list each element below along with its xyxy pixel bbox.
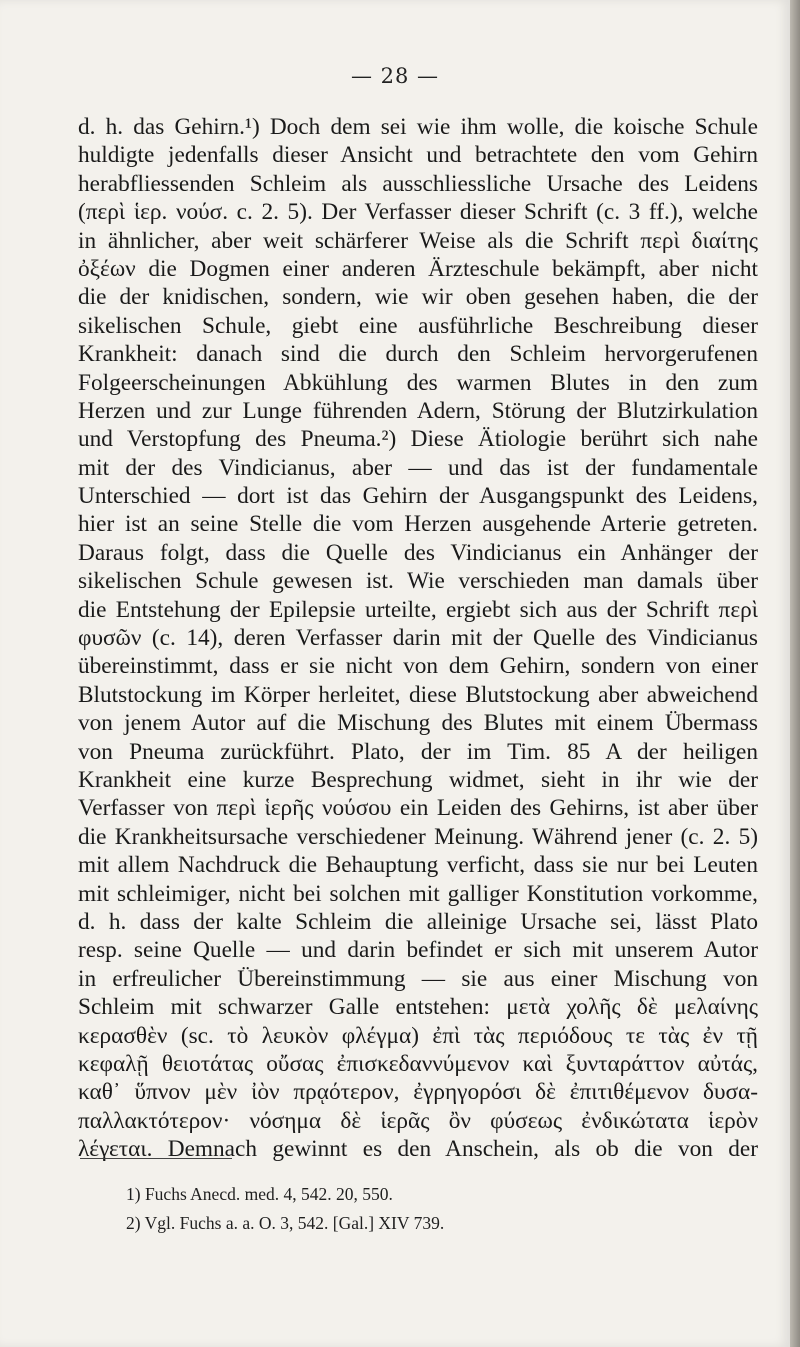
text-line: huldigte jedenfalls dieser Ansicht und betrachtete den vom Gehirn (78, 142, 758, 169)
text-line: übereinstimmt, dass er sie nicht von dem Gehirn, sondern von einer (78, 653, 758, 680)
text-line: die der knidischen, sondern, wie wir oben gesehen haben, die der (78, 284, 758, 311)
text-line: καθ᾿ ὕπνον μὲν ἰὸν πρᾳότερον, ἐγρηγορόσι δὲ ἐπιτιθέμενον δυσα- (78, 1079, 758, 1106)
text-line: κεφαλῇ θειοτάτας οὔσας ἐπισκεδαννύμενον καὶ ξυνταράττον αὐτάς, (78, 1050, 758, 1077)
page-number: — 28 — (350, 64, 440, 88)
text-line: Verfasser von περὶ ἱερῆς νούσου ein Leiden des Gehirns, ist aber über (78, 795, 758, 822)
text-line: mit der des Vindicianus, aber — und das ist der fundamentale (78, 454, 758, 481)
text-line: die Krankheitsursache verschiedener Meinung. Während jener (c. 2. 5) (78, 823, 758, 850)
footnote: 1) Fuchs Anecd. med. 4, 542. 20, 550. (126, 1184, 393, 1204)
text-line: herabfliessenden Schleim als ausschliessliche Ursache des Leidens (78, 170, 758, 197)
text-line: in erfreulicher Übereinstimmung — sie aus einer Mischung von (78, 965, 758, 992)
text-line: Folgeerscheinungen Abkühlung des warmen Blutes in den zum (78, 369, 758, 396)
text-line: Herzen und zur Lunge führenden Adern, Störung der Blutzirkulation (78, 397, 758, 424)
text-line: sikelischen Schule gewesen ist. Wie verschieden man damals über (78, 568, 758, 595)
footnotes (126, 1180, 444, 1238)
footnote-divider (80, 1158, 232, 1159)
text-line: d. h. das Gehirn.¹) Doch dem sei wie ihm wolle, die koische Schule (78, 114, 758, 140)
text-line: φυσῶν (c. 14), deren Verfasser darin mit der Quelle des Vindicianus (78, 625, 758, 652)
text-line: von Pneuma zurückführt. Plato, der im Tim. 85 A der heiligen (78, 738, 758, 765)
text-line: (περὶ ἱερ. νούσ. c. 2. 5). Der Verfasser dieser Schrift (c. 3 ff.), welche (78, 199, 758, 226)
text-line: κερασθὲν (sc. τὸ λευκὸν φλέγμα) ἐπὶ τὰς περιόδους τε τὰς ἐν τῇ (78, 1022, 758, 1049)
body-text (78, 113, 758, 1163)
text-line: die Entstehung der Epilepsie urteilte, ergiebt sich aus der Schrift περὶ (78, 596, 758, 623)
text-line: d. h. dass der kalte Schleim die alleinige Ursache sei, lässt Plato (78, 908, 758, 935)
text-line: resp. seine Quelle — und darin befindet er sich mit unserem Autor (78, 937, 758, 964)
text-line: Krankheit eine kurze Besprechung widmet, sieht in ihr wie der (78, 766, 758, 793)
footnote: 2) Vgl. Fuchs a. a. O. 3, 542. [Gal.] XIV 739. (126, 1213, 445, 1233)
text-line: παλλακτότερον· νόσημα δὲ ἱερᾶς ὂν φύσεως ἐνδικώτατα ἱερὸν (78, 1107, 758, 1134)
text-line: ὀξέων die Dogmen einer anderen Ärzteschule bekämpft, aber nicht (78, 255, 758, 282)
text-line: in ähnlicher, aber weit schärferer Weise als die Schrift περὶ διαίτης (78, 227, 758, 254)
text-line: λέγεται. Demnach gewinnt es den Anschein, als ob die von der (78, 1136, 758, 1163)
text-line: Daraus folgt, dass die Quelle des Vindicianus ein Anhänger der (78, 539, 758, 566)
text-line: mit allem Nachdruck die Behauptung verficht, dass sie nur bei Leuten (78, 852, 758, 879)
text-line: mit schleimiger, nicht bei solchen mit galliger Konstitution vorkomme, (78, 880, 758, 907)
text-line: Blutstockung im Körper herleitet, diese Blutstockung aber abweichend (78, 681, 758, 708)
text-line: sikelischen Schule, giebt eine ausführliche Beschreibung dieser (78, 312, 758, 339)
text-line: von jenem Autor auf die Mischung des Blutes mit einem Übermass (78, 710, 758, 737)
text-line: Krankheit: danach sind die durch den Schleim hervorgerufenen (78, 341, 758, 368)
text-line: und Verstopfung des Pneuma.²) Diese Ätiologie berührt sich nahe (78, 426, 758, 453)
page-edge-shadow (790, 0, 800, 1347)
text-line: Unterschied — dort ist das Gehirn der Ausgangspunkt des Leidens, (78, 483, 758, 510)
text-line: Schleim mit schwarzer Galle entstehen: μετὰ χολῆς δὲ μελαίνης (78, 994, 758, 1021)
text-line: hier ist an seine Stelle die vom Herzen ausgehende Arterie getreten. (78, 511, 758, 538)
